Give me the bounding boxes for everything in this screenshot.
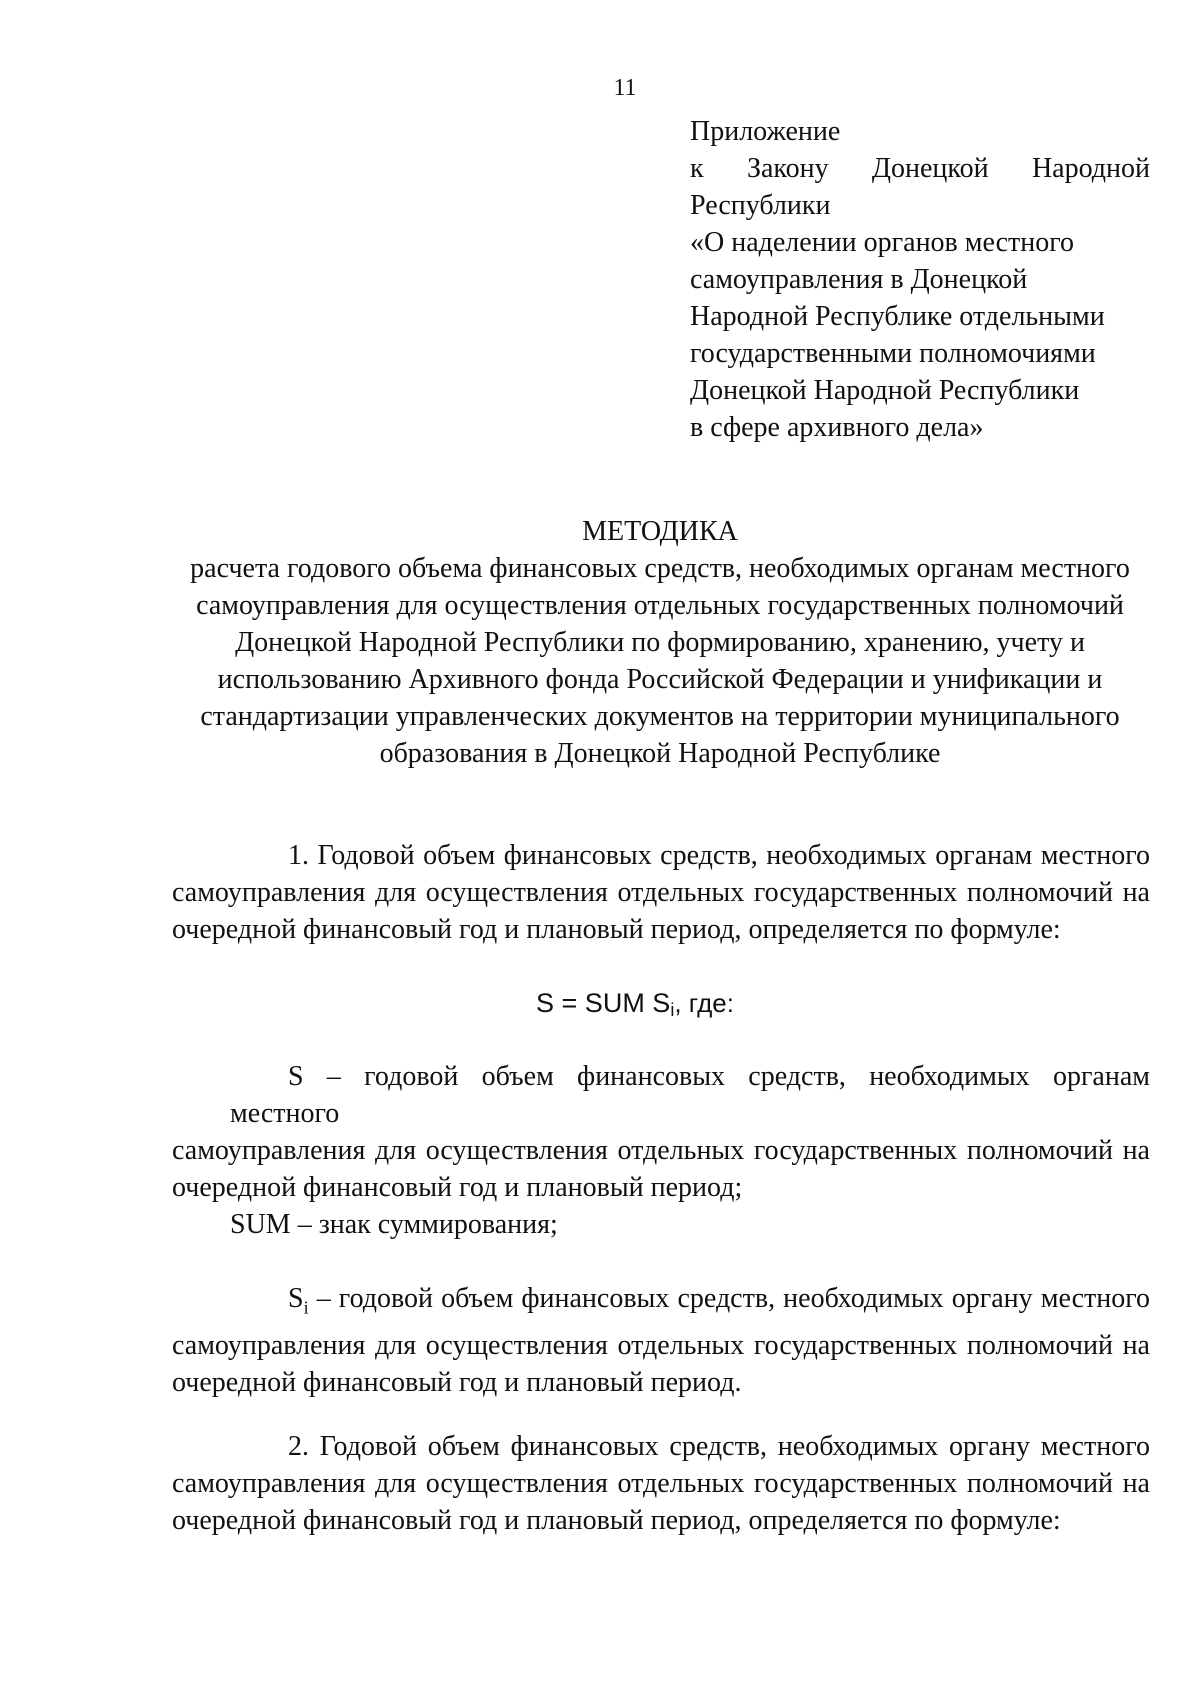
appendix-line: в сфере архивного дела» — [690, 412, 984, 443]
appendix-line: Народной Республике отдельными — [690, 301, 1105, 332]
definition-si — [172, 1280, 1150, 1401]
paragraph-line: очередной финансовый год и плановый период. — [172, 1366, 742, 1398]
si-subscript: i — [303, 1297, 309, 1318]
title-line: образования в Донецкой Народной Республике — [379, 738, 941, 769]
title-line: Донецкой Народной Республики по формированию, хранению, учету и — [235, 627, 1085, 658]
appendix-line: самоуправления в Донецкой — [690, 264, 1028, 295]
paragraph-line: самоуправления для осуществления отдельных государственных полномочий на — [172, 1468, 1150, 1499]
appendix-line: Приложение — [690, 116, 841, 147]
paragraph-line: очередной финансовый год и плановый период; — [172, 1172, 743, 1203]
paragraph-line: самоуправления для осуществления отдельных государственных полномочий на — [172, 1329, 1150, 1361]
title-line: использованию Архивного фонда Российской Федерации и унификации и — [217, 664, 1103, 695]
definition-sum — [172, 1206, 1150, 1243]
paragraph-2 — [172, 1428, 1150, 1539]
paragraph-line: S – годовой объем финансовых средств, необходимых органам местного — [230, 1061, 1150, 1129]
paragraph-line: самоуправления для осуществления отдельных государственных полномочий на — [172, 877, 1150, 908]
title-line: стандартизации управленческих документов на территории муниципального — [200, 701, 1120, 732]
formula-tail: , где: — [674, 988, 734, 1018]
appendix-line: Донецкой Народной Республики — [690, 375, 1080, 406]
page-number: 11 — [613, 75, 637, 101]
title-heading: МЕТОДИКА — [582, 516, 738, 547]
appendix-word: Народной — [1031, 153, 1150, 184]
appendix-line: государственными полномочиями — [690, 338, 1096, 369]
title-line: расчета годового объема финансовых средств, необходимых органам местного — [190, 553, 1130, 584]
appendix-block — [690, 113, 1150, 446]
appendix-law-line — [690, 150, 1150, 187]
paragraph-line: очередной финансовый год и плановый период, определяется по формуле: — [172, 1505, 1061, 1536]
title-line: самоуправления для осуществления отдельных государственных полномочий — [196, 590, 1124, 621]
appendix-word: Донецкой — [871, 153, 989, 184]
document-title — [170, 513, 1150, 772]
formula-subscript: i — [670, 1000, 675, 1020]
appendix-word: к — [690, 153, 704, 184]
appendix-line: «О наделении органов местного — [690, 227, 1075, 258]
definition-s — [172, 1058, 1150, 1206]
si-symbol: S — [288, 1283, 304, 1314]
paragraph-line: 1. Годовой объем финансовых средств, необходимых органам местного — [288, 840, 1150, 871]
formula-expression: S = SUM S — [536, 988, 671, 1018]
appendix-word: Закону — [746, 153, 829, 184]
paragraph-1 — [172, 837, 1150, 948]
si-definition-text: – годовой объем финансовых средств, необходимых органу местного — [316, 1283, 1151, 1314]
appendix-line: Республики — [690, 190, 831, 221]
paragraph-line — [172, 1280, 1150, 1327]
formula-1 — [0, 984, 1200, 1029]
paragraph-line: SUM – знак суммирования; — [230, 1209, 558, 1240]
paragraph-line: самоуправления для осуществления отдельных государственных полномочий на — [172, 1135, 1150, 1166]
paragraph-line: очередной финансовый год и плановый период, определяется по формуле: — [172, 914, 1061, 945]
paragraph-line: 2. Годовой объем финансовых средств, необходимых органу местного — [288, 1431, 1150, 1462]
